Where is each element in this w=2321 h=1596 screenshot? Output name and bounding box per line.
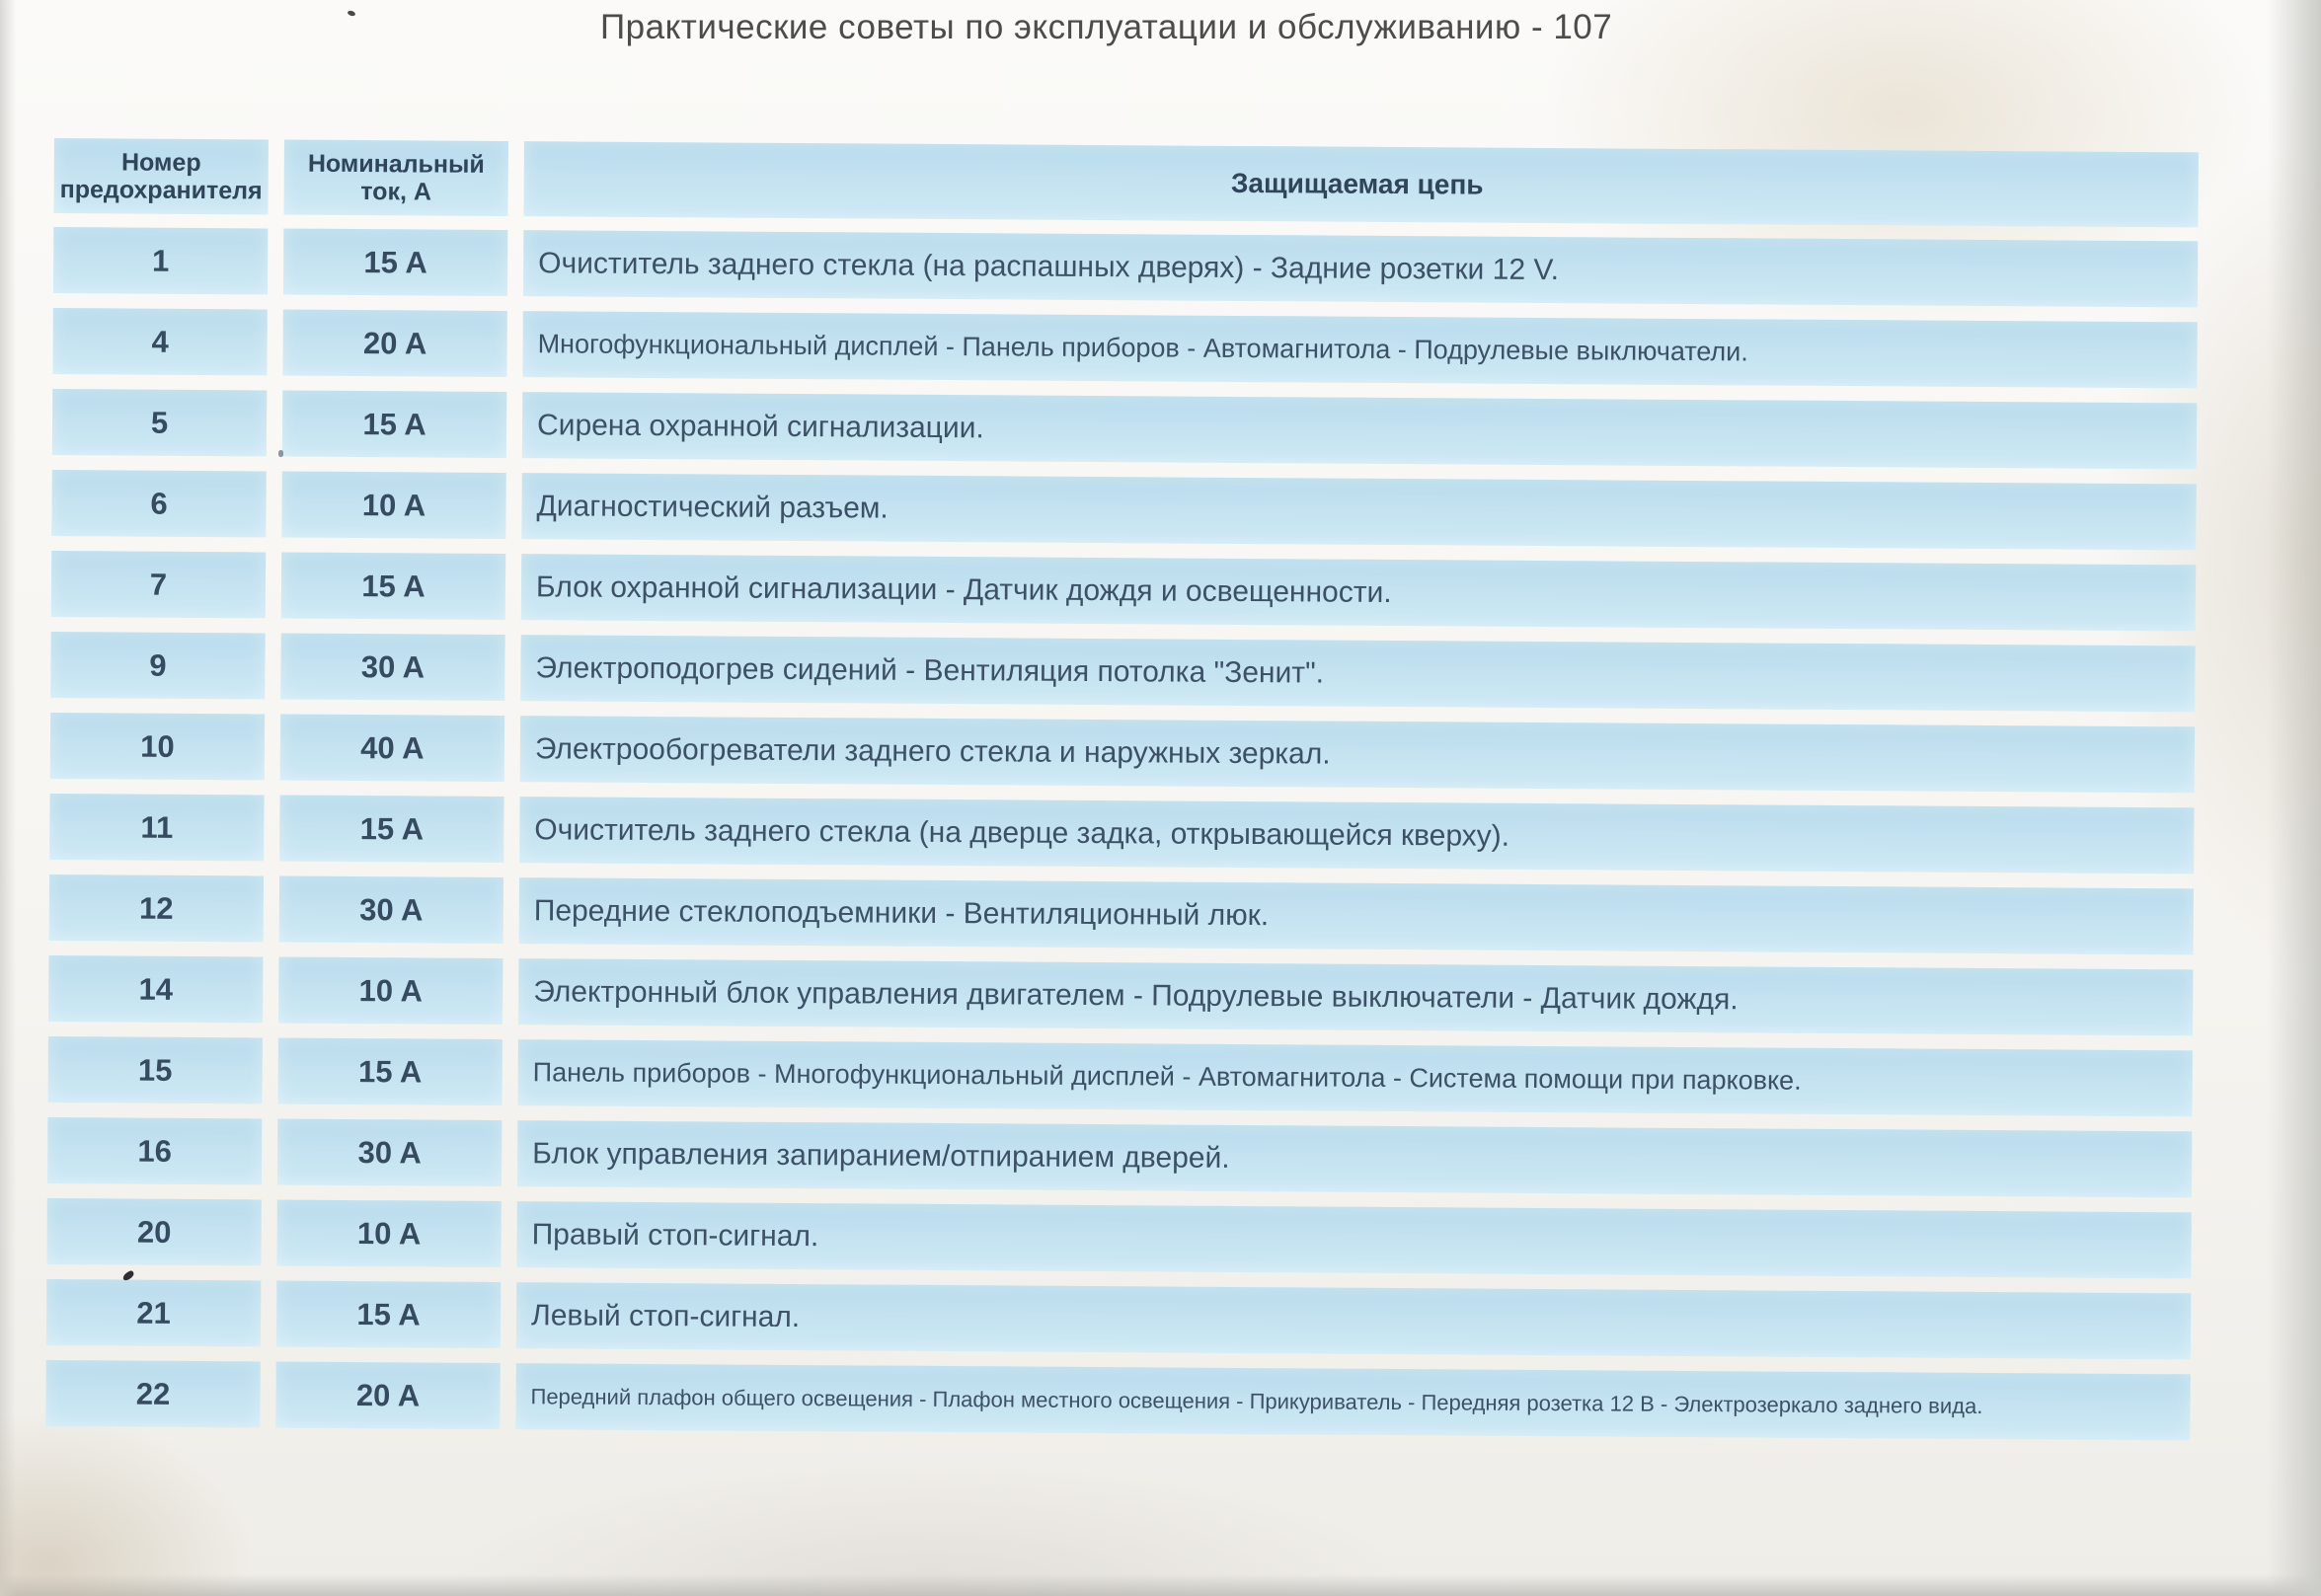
table-row: [51, 470, 2196, 550]
fuse-table: [45, 138, 2199, 1455]
fuse-number-cell: 10: [50, 713, 265, 780]
rated-current-cell: 15 A: [281, 553, 505, 621]
fuse-number-cell: 20: [46, 1198, 261, 1265]
column-header-line: Защищаемая цепь: [1230, 167, 1484, 200]
rated-current-cell: 30 A: [277, 1119, 502, 1187]
column-header-line: Номинальный: [307, 149, 485, 179]
column-header-line: предохранителя: [59, 176, 263, 205]
rated-current-cell: 10 A: [278, 957, 503, 1026]
protected-circuit-cell: Очиститель заднего стекла (на дверце задка, открывающейся кверху).: [519, 797, 2194, 874]
table-row: [46, 1279, 2191, 1359]
protected-circuit-cell: Электрообогреватели заднего стекла и наружных зеркал.: [520, 716, 2195, 793]
rated-current-cell: 10 A: [281, 472, 505, 540]
table-row: [48, 955, 2193, 1035]
column-header-fuse-number: [53, 138, 268, 214]
table-row: [52, 389, 2197, 469]
protected-circuit-cell: Электроподогрев сидений - Вентиляция потолка "Зенит".: [520, 635, 2195, 712]
table-row: [49, 874, 2194, 954]
protected-circuit-cell: Передние стеклоподъемники - Вентиляционный люк.: [519, 877, 2194, 954]
rated-current-cell: 30 A: [280, 634, 504, 702]
fuse-number-cell: 6: [51, 470, 266, 537]
fuse-number-cell: 14: [48, 955, 263, 1023]
protected-circuit-cell: Диагностический разъем.: [521, 473, 2196, 550]
protected-circuit-cell: Передний плафон общего освещения - Плафон местного освещения - Прикуриватель - Передняя розетка 12 В - Электрозеркало заднего вида.: [515, 1363, 2190, 1440]
protected-circuit-cell: Многофункциональный дисплей - Панель приборов - Автомагнитола - Подрулевые выключатели.: [522, 311, 2197, 388]
table-row: [53, 227, 2198, 307]
rated-current-cell: 10 A: [276, 1200, 501, 1268]
fuse-number-cell: 4: [52, 308, 267, 375]
protected-circuit-cell: Блок охранной сигнализации - Датчик дождя и освещенности.: [521, 554, 2196, 631]
fuse-number-cell: 22: [45, 1360, 260, 1427]
rated-current-cell: 15 A: [282, 391, 506, 459]
rated-current-cell: 20 A: [282, 310, 506, 378]
fuse-number-cell: 1: [53, 227, 268, 294]
table-row: [47, 1117, 2192, 1197]
table-row: [46, 1198, 2191, 1278]
column-header-line: Номер: [120, 147, 201, 177]
column-header-rated-current: [283, 140, 507, 217]
protected-circuit-cell: Сирена охранной сигнализации.: [522, 392, 2197, 469]
table-row: [50, 632, 2195, 712]
rated-current-cell: 20 A: [275, 1362, 500, 1430]
table-row: [45, 1360, 2190, 1440]
rated-current-cell: 15 A: [278, 1038, 503, 1106]
column-header-line: ток, А: [360, 178, 432, 206]
table-row: [51, 551, 2196, 631]
fuse-number-cell: 21: [46, 1279, 261, 1346]
table-row: [49, 794, 2194, 874]
column-header-protected-circuit: [523, 141, 2198, 227]
rated-current-cell: 40 A: [280, 715, 504, 783]
protected-circuit-cell: Правый стоп-сигнал.: [516, 1201, 2191, 1278]
table-row: [52, 308, 2197, 388]
table-header-row: [53, 138, 2198, 227]
table-row: [48, 1036, 2193, 1116]
rated-current-cell: 15 A: [276, 1281, 501, 1349]
ink-speck: [278, 450, 283, 457]
fuse-number-cell: 16: [47, 1117, 262, 1184]
protected-circuit-cell: Блок управления запиранием/отпиранием дверей.: [517, 1120, 2192, 1197]
fuse-number-cell: 11: [49, 794, 264, 861]
ink-speck: [347, 10, 355, 17]
rated-current-cell: 15 A: [283, 229, 507, 297]
table-row: [50, 713, 2195, 793]
fuse-number-cell: 5: [52, 389, 267, 456]
rated-current-cell: 30 A: [279, 876, 503, 945]
protected-circuit-cell: Очиститель заднего стекла (на распашных дверях) - Задние розетки 12 V.: [523, 230, 2198, 307]
rated-current-cell: 15 A: [279, 796, 503, 864]
protected-circuit-cell: Панель приборов - Многофункциональный дисплей - Автомагнитола - Система помощи при парковке.: [518, 1039, 2193, 1116]
protected-circuit-cell: Электронный блок управления двигателем - Подрулевые выключатели - Датчик дождя.: [518, 958, 2193, 1035]
fuse-number-cell: 7: [51, 551, 266, 618]
fuse-number-cell: 9: [50, 632, 265, 699]
protected-circuit-cell: Левый стоп-сигнал.: [516, 1282, 2191, 1359]
fuse-number-cell: 15: [48, 1036, 263, 1103]
fuse-number-cell: 12: [49, 874, 264, 942]
page-title: Практические советы по эксплуатации и обслуживанию - 107: [600, 8, 1613, 46]
